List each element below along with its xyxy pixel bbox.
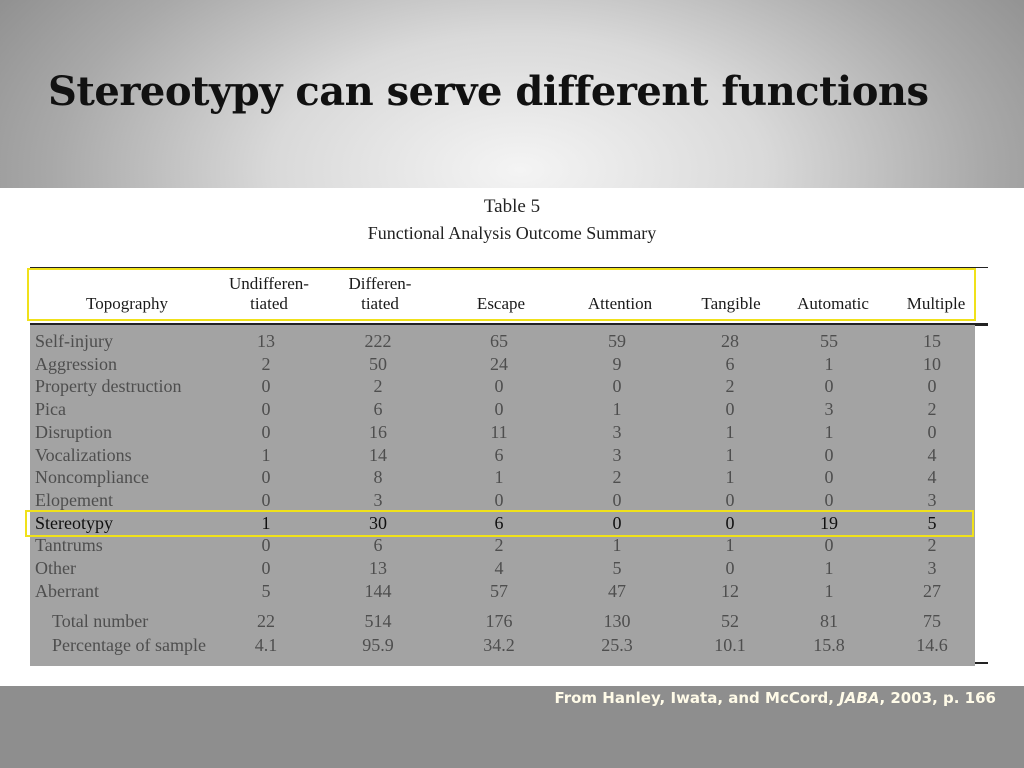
table-cell: 1 <box>725 467 735 487</box>
column-header-line1: Undifferen- <box>229 274 309 293</box>
table-cell: 65 <box>490 331 508 351</box>
table-cell: 52 <box>721 611 739 631</box>
table-cell: 1 <box>725 535 735 555</box>
table-cell: 5 <box>927 513 937 533</box>
table-cell: 0 <box>261 376 271 396</box>
table-cell: 5 <box>612 558 622 578</box>
column-header-line2: tiated <box>250 294 288 313</box>
table-cell: 24 <box>490 354 508 374</box>
stereotypy-highlight-box <box>25 510 974 537</box>
table-cell: 1 <box>824 422 834 442</box>
table-cell: 514 <box>364 611 392 631</box>
table-cell: 2 <box>927 399 937 419</box>
row-label: Stereotypy <box>35 513 113 533</box>
table-cell: 5 <box>261 581 271 601</box>
row-label: Percentage of sample <box>52 635 206 655</box>
table-cell: 4 <box>927 467 937 487</box>
table-cell: 6 <box>494 513 504 533</box>
column-header-line2: Automatic <box>797 294 869 313</box>
table-cell: 8 <box>373 467 383 487</box>
source-citation <box>554 689 996 707</box>
table-cell: 2 <box>261 354 271 374</box>
column-header-line2: Escape <box>476 294 526 313</box>
table-cell: 55 <box>820 331 838 351</box>
table-cell: 95.9 <box>362 635 394 655</box>
table-cell: 6 <box>494 445 504 465</box>
table-cell: 0 <box>725 399 735 419</box>
table-cell: 50 <box>369 354 387 374</box>
table-cell: 144 <box>364 581 392 601</box>
table-cell: 75 <box>923 611 941 631</box>
table-cell: 1 <box>824 354 834 374</box>
table-cell: 3 <box>373 490 383 510</box>
row-label: Elopement <box>35 490 113 510</box>
row-label: Other <box>35 558 76 578</box>
table-cell: 14 <box>369 445 387 465</box>
row-label: Tantrums <box>35 535 103 555</box>
column-header-line2: Tangible <box>701 294 761 313</box>
column-header-line2: Topography <box>86 294 168 313</box>
table-cell: 0 <box>494 376 504 396</box>
header-highlight-box <box>27 268 976 321</box>
table-cell: 28 <box>721 331 739 351</box>
table-cell: 0 <box>494 490 504 510</box>
table-cell: 2 <box>725 376 735 396</box>
table-cell: 0 <box>824 535 834 555</box>
table-cell: 0 <box>725 490 735 510</box>
table-cell: 57 <box>490 581 508 601</box>
table-cell: 0 <box>824 467 834 487</box>
table-cell: 6 <box>725 354 735 374</box>
row-label: Disruption <box>35 422 113 442</box>
table-cell: 19 <box>820 513 838 533</box>
table-cell: 14.6 <box>916 635 948 655</box>
table-cell: 0 <box>824 445 834 465</box>
table-cell: 1 <box>824 558 834 578</box>
table-cell: 25.3 <box>601 635 633 655</box>
table-cell: 3 <box>612 445 622 465</box>
table-cell: 10.1 <box>714 635 746 655</box>
table-cell: 0 <box>261 535 271 555</box>
table-cell: 22 <box>257 611 275 631</box>
table-cell: 176 <box>485 611 513 631</box>
table-cell: 0 <box>824 376 834 396</box>
source-suffix: , 2003, p. 166 <box>879 689 996 707</box>
table-cell: 15.8 <box>813 635 845 655</box>
table-figure <box>0 188 1024 686</box>
table-cell: 0 <box>725 558 735 578</box>
table-cell: 11 <box>490 422 508 442</box>
table-cell: 4 <box>927 445 937 465</box>
table-cell: 34.2 <box>483 635 515 655</box>
row-label: Vocalizations <box>35 445 132 465</box>
table-cell: 6 <box>373 535 383 555</box>
table-cell: 12 <box>721 581 739 601</box>
table-cell: 3 <box>612 422 622 442</box>
table-cell: 10 <box>923 354 941 374</box>
table-cell: 0 <box>261 558 271 578</box>
row-label: Pica <box>35 399 66 419</box>
column-header-line1: Differen- <box>348 274 412 293</box>
table-cell: 4 <box>494 558 504 578</box>
column-header-line2: tiated <box>361 294 399 313</box>
table-cell: 13 <box>257 331 275 351</box>
table-cell: 3 <box>824 399 834 419</box>
table-title: Functional Analysis Outcome Summary <box>367 223 657 243</box>
table-cell: 27 <box>923 581 941 601</box>
table-cell: 15 <box>923 331 941 351</box>
table-cell: 222 <box>364 331 392 351</box>
source-journal: JABA <box>839 689 880 707</box>
table-cell: 2 <box>494 535 504 555</box>
table-cell: 0 <box>824 490 834 510</box>
column-header-line2: Multiple <box>906 294 966 313</box>
table-number: Table 5 <box>483 196 541 217</box>
table-cell: 1 <box>261 513 271 533</box>
table-cell: 81 <box>820 611 838 631</box>
table-cell: 2 <box>373 376 383 396</box>
table-cell: 0 <box>612 513 622 533</box>
table-cell: 6 <box>373 399 383 419</box>
table-cell: 2 <box>927 535 937 555</box>
column-header-line2: Attention <box>587 294 653 313</box>
table-cell: 9 <box>612 354 622 374</box>
table-cell: 13 <box>369 558 387 578</box>
table-cell: 16 <box>369 422 387 442</box>
row-label: Self-injury <box>35 331 113 351</box>
row-label: Total number <box>52 611 149 631</box>
table-cell: 0 <box>612 490 622 510</box>
table-cell: 0 <box>927 376 937 396</box>
table-cell: 1 <box>725 445 735 465</box>
table-cell: 1 <box>612 399 622 419</box>
row-label: Noncompliance <box>35 467 149 487</box>
table-cell: 3 <box>927 490 937 510</box>
source-prefix: From Hanley, Iwata, and McCord, <box>554 689 840 707</box>
table-cell: 0 <box>612 376 622 396</box>
table-cell: 0 <box>261 422 271 442</box>
table-cell: 0 <box>261 467 271 487</box>
table-cell: 1 <box>612 535 622 555</box>
table-cell: 1 <box>494 467 504 487</box>
table-cell: 0 <box>725 513 735 533</box>
row-label: Aberrant <box>35 581 99 601</box>
table-cell: 2 <box>612 467 622 487</box>
table-cell: 0 <box>261 399 271 419</box>
table-cell: 1 <box>725 422 735 442</box>
table-cell: 130 <box>603 611 631 631</box>
table-cell: 1 <box>261 445 271 465</box>
row-label: Property destruction <box>35 376 182 396</box>
table-cell: 0 <box>494 399 504 419</box>
table-cell: 30 <box>369 513 387 533</box>
table-cell: 59 <box>608 331 626 351</box>
table-cell: 47 <box>608 581 626 601</box>
table-cell: 4.1 <box>254 635 278 655</box>
table-cell: 0 <box>261 490 271 510</box>
table-cell: 0 <box>927 422 937 442</box>
slide-title: Stereotypy can serve different functions <box>48 68 929 115</box>
row-label: Aggression <box>35 354 117 374</box>
table-cell: 1 <box>824 581 834 601</box>
table-cell: 3 <box>927 558 937 578</box>
